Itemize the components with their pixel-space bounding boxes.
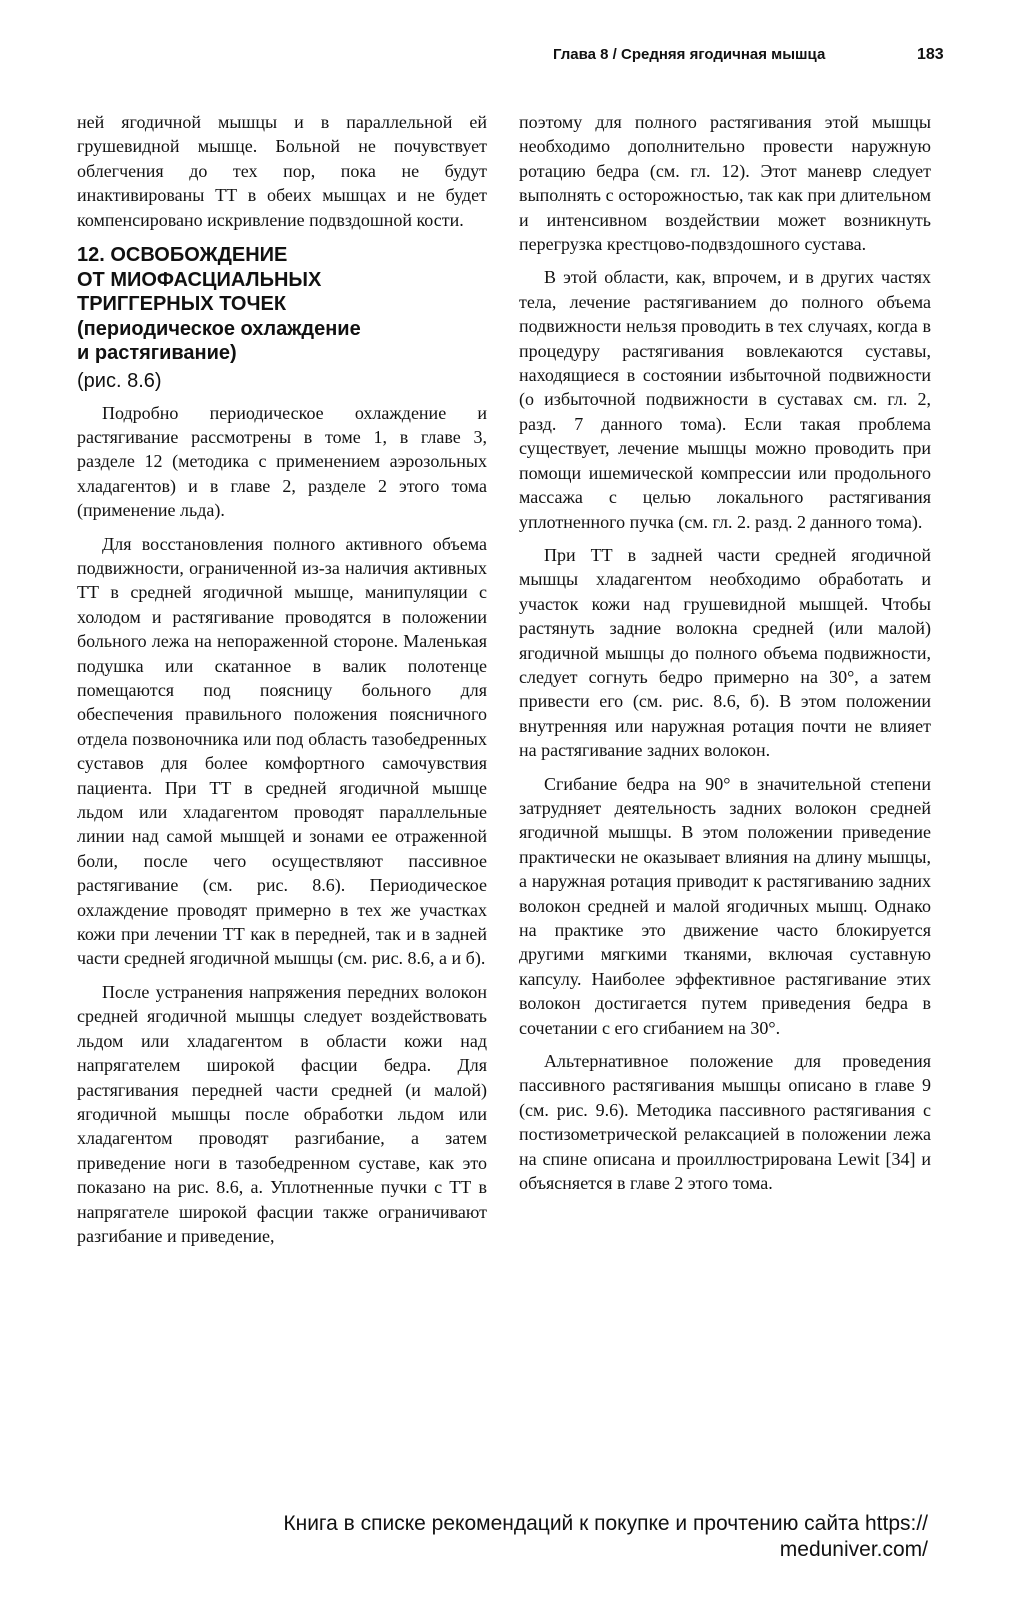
heading-line: 12. ОСВОБОЖДЕНИЕ — [77, 244, 288, 267]
paragraph: В этой области, как, впрочем, и в других частях тела, лечение растягиванием до полного объема подвижности нельзя проводить в тех случаях, когда в процедуру растягивания вовлекаются суставы, находящиеся в состоянии избыточной подвижности (о избыточной подвижности в суставах см. гл. 2, разд. 7 данного тома). Если такая проблема существует, лечение мышцы можно проводить при помощи ишемической компрессии или продольного массажа с целью локального растягивания уплотненного пучка (см. гл. 2. разд. 2 данного тома). — [519, 267, 931, 532]
figure-reference: (рис. 8.6) — [77, 369, 162, 392]
section-heading — [77, 243, 487, 366]
paragraph: Альтернативное положение для проведения пассивного растягивания мышцы описано в главе 9 (см. рис. 9.6). Методика пассивного растягивания с постизометрической релаксацией в положении лежа на спине описана и проиллюстрирована Lewit [34] и объясняется в главе 2 этого тома. — [519, 1051, 931, 1194]
paragraph: Сгибание бедра на 90° в значительной степени затрудняет деятельность задних волокон средней ягодичной мышцы. В этом положении приведение практически не оказывает влияния на длину мышцы, а наружная ротация приводит к растягиванию задних волокон средней и малой ягодичных мышц. Однако на практике это движение часто блокируется другими мягкими тканями, включая суставную капсулу. Наиболее эффективное растягивание этих волокон достигается путем приведения бедра в сочетании с его сгибанием на 30°. — [519, 773, 931, 1038]
right-column — [519, 110, 931, 1204]
running-header — [0, 42, 1025, 66]
paragraph: При ТТ в задней части средней ягодичной мышцы хладагентом необходимо обработать и участок кожи над грушевидной мышцей. Чтобы растянуть задние волокна средней (или малой) ягодичной мышцы до полного объема подвижности, следует согнуть бедро примерно на 30°, а затем привести его (см. рис. 8.6, б). В этом положении внутренняя или наружная ротация почти не влияет на растягивание задних волокон. — [519, 544, 931, 761]
heading-line: ОТ МИОФАСЦИАЛЬНЫХ — [77, 268, 322, 291]
heading-line: ТРИГГЕРНЫХ ТОЧЕК — [77, 293, 287, 316]
left-column — [77, 110, 487, 1257]
site-footer-note: Книга в списке рекомендаций к покупке и прочтению сайта https:// meduniver.com/ — [283, 1512, 928, 1561]
paragraph: Подробно периодическое охлаждение и растягивание рассмотрены в томе 1, в главе 3, разделе 12 (методика с применением аэрозольных хладагентов) и в главе 2, разделе 2 этого тома (применение льда). — [77, 402, 487, 521]
paragraph: поэтому для полного растягивания этой мышцы необходимо дополнительно провести наружную ротацию бедра (см. гл. 12). Этот маневр следует выполнять с осторожностью, так как при длительном и интенсивном воздействии может возникнуть перегрузка крестцово-подвздошного сустава. — [519, 112, 931, 255]
chapter-title: Глава 8 / Средняя ягодичная мышца — [553, 46, 826, 63]
paragraph: ней ягодичной мышцы и в параллельной ей грушевидной мышце. Больной не почувствует облегчения до тех пор, пока не будут инактивированы ТТ в обеих мышцах и не будет компенсировано искривление подвздошной кости. — [77, 112, 487, 230]
heading-line: (периодическое охлаждение — [77, 317, 361, 340]
page-number: 183 — [917, 46, 944, 63]
heading-line: и растягивание) — [77, 342, 237, 365]
paragraph: Для восстановления полного активного объема подвижности, ограниченной из-за наличия активных ТТ в средней ягодичной мышце, манипуляции с холодом и растягивание проводятся в положении больного лежа на непораженной стороне. Маленькая подушка или скатанное в валик полотенце помещаются под поясницу больного для обеспечения правильного положения поясничного отдела позвоночника или под область тазобедренных суставов для более комфортного самочувствия пациента. При ТТ в средней ягодичной мышце льдом или хладагентом проводят параллельные линии над самой мышцей и зонами ее отраженной боли, после чего осуществляют пассивное растягивание (см. рис. 8.6). Периодическое охлаждение проводят примерно в тех же участках кожи при лечении ТТ как в передней, так и в задней части средней ягодичной мышцы (см. рис. 8.6, а и б). — [77, 533, 487, 969]
paragraph: После устранения напряжения передних волокон средней ягодичной мышцы следует воздействовать льдом или хладагентом в области кожи над напрягателем широкой фасции бедра. Для растягивания передней части средней (и малой) ягодичной мышцы после обработки льдом или хладагентом проводят разгибание, а затем приведение ноги в тазобедренном суставе, как это показано на рис. 8.6, а. Уплотненные пучки с ТТ в напрягателе широкой фасции также ограничивают разгибание и приведение, — [77, 981, 487, 1246]
